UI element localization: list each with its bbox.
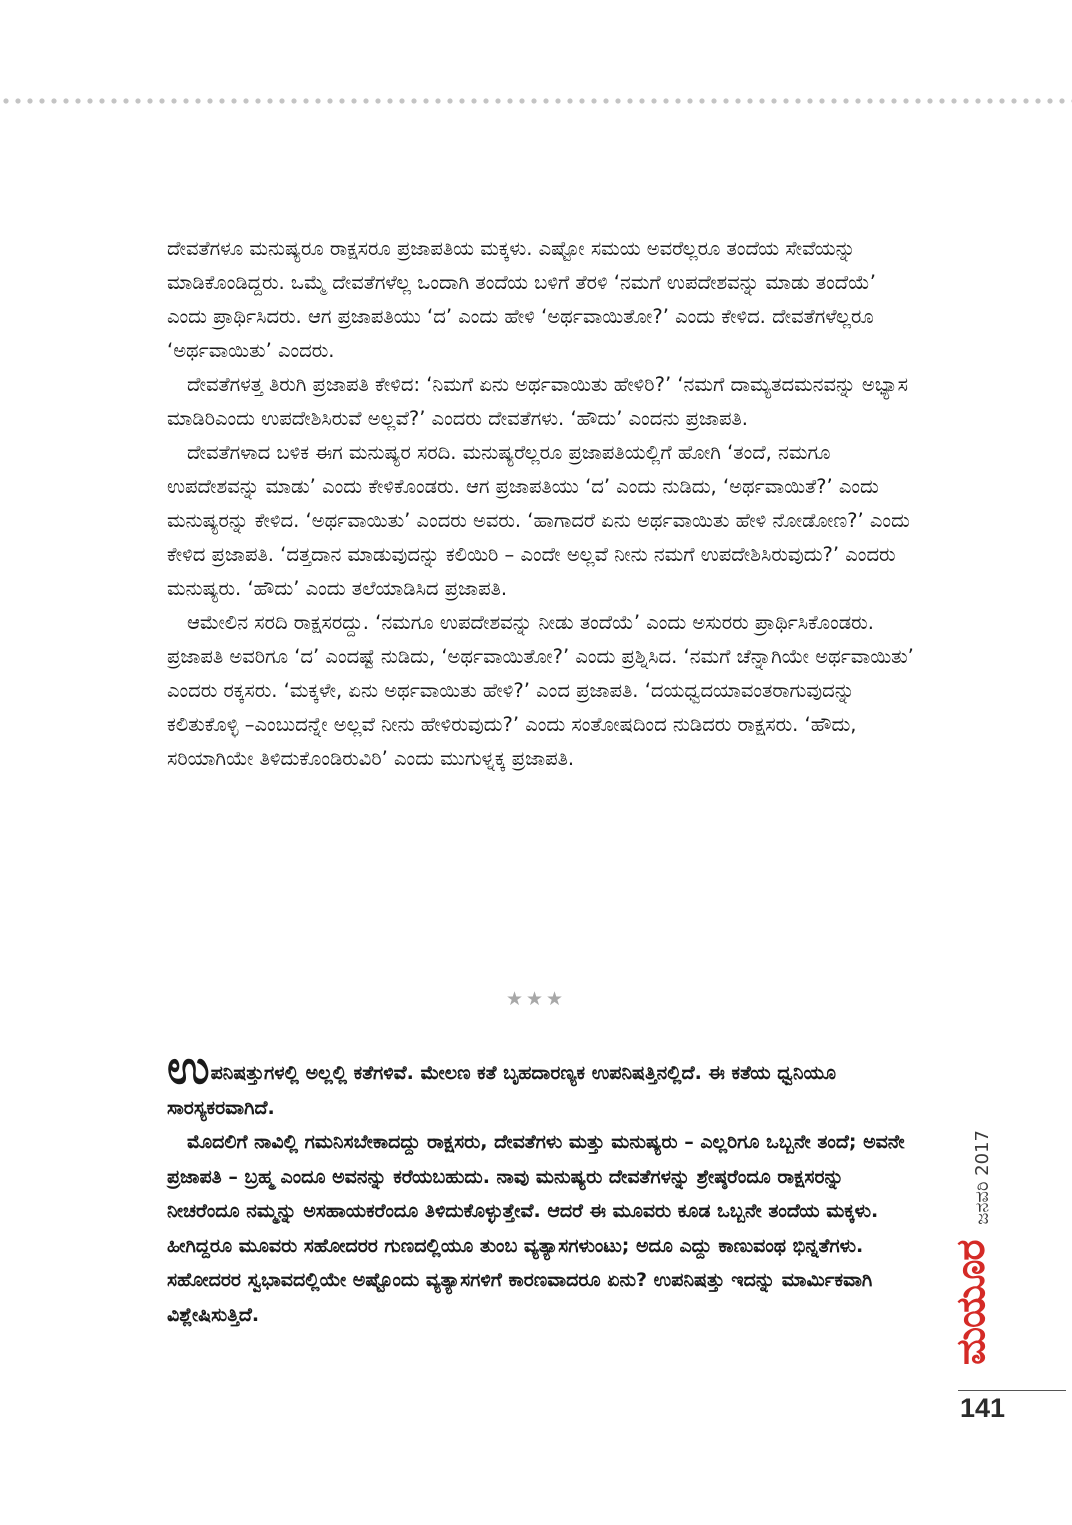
commentary-lead-paragraph	[167, 1040, 919, 1125]
section-separator: ★★★	[505, 988, 567, 1010]
issue-year: 2017	[972, 1130, 993, 1176]
page-number: 141	[960, 1393, 1006, 1423]
issue-month: ಜನವರಿ	[972, 1181, 993, 1225]
story-text	[167, 232, 917, 776]
commentary-text	[167, 1040, 919, 1332]
magazine-logo: ಮಯೂರ	[948, 1240, 994, 1365]
story-paragraph: ಆಮೇಲಿನ ಸರದಿ ರಾಕ್ಷಸರದ್ದು. ‘ನಮಗೂ ಉಪದೇಶವನ್ನು ನೀಡು ತಂದೆಯೆ’ ಎಂದು ಅಸುರರು ಪ್ರಾರ್ಥಿಸಿಕೊಂಡರು. ಪ್ರಜಾಪತಿ ಅವರಿಗೂ ‘ದ’ ಎಂದಷ್ಟೆ ನುಡಿದು, ‘ಅರ್ಥವಾಯಿತೋ?’ ಎಂದು ಪ್ರಶ್ನಿಸಿದ. ‘ನಮಗೆ ಚೆನ್ನಾಗಿಯೇ ಅರ್ಥವಾಯಿತು’ ಎಂದರು ರಕ್ಕಸರು. ‘ಮಕ್ಕಳೇ, ಏನು ಅರ್ಥವಾಯಿತು ಹೇಳಿ?’ ಎಂದ ಪ್ರಜಾಪತಿ. ‘ದಯಧ್ವದಯಾವಂತರಾಗುವುದನ್ನು ಕಲಿತುಕೊಳ್ಳಿ –ಎಂಬುದನ್ನೇ ಅಲ್ಲವೆ ನೀನು ಹೇಳಿರುವುದು?’ ಎಂದು ಸಂತೋಷದಿಂದ ನುಡಿದರು ರಾಕ್ಷಸರು. ‘ಹೌದು, ಸರಿಯಾಗಿಯೇ ತಿಳಿದುಕೊಂಡಿರುವಿರಿ’ ಎಂದು ಮುಗುಳ್ನಕ್ಕ ಪ್ರಜಾಪತಿ.	[167, 611, 914, 770]
page-number-rule	[958, 1390, 1066, 1391]
drop-cap: ಉ	[167, 1040, 210, 1094]
story-paragraph: ದೇವತೆಗಳಾದ ಬಳಿಕ ಈಗ ಮನುಷ್ಯರ ಸರದಿ. ಮನುಷ್ಯರೆಲ್ಲರೂ ಪ್ರಜಾಪತಿಯಲ್ಲಿಗೆ ಹೋಗಿ ‘ತಂದೆ, ನಮಗೂ ಉಪದೇಶವನ್ನು ಮಾಡು’ ಎಂದು ಕೇಳಿಕೊಂಡರು. ಆಗ ಪ್ರಜಾಪತಿಯು ‘ದ’ ಎಂದು ನುಡಿದು, ‘ಅರ್ಥವಾಯಿತೆ?’ ಎಂದು ಮನುಷ್ಯರನ್ನು ಕೇಳಿದ. ‘ಅರ್ಥವಾಯಿತು’ ಎಂದರು ಅವರು. ‘ಹಾಗಾದರೆ ಏನು ಅರ್ಥವಾಯಿತು ಹೇಳಿ ನೋಡೋಣ?’ ಎಂದು ಕೇಳಿದ ಪ್ರಜಾಪತಿ. ‘ದತ್ತದಾನ ಮಾಡುವುದನ್ನು ಕಲಿಯಿರಿ – ಎಂದೇ ಅಲ್ಲವೆ ನೀನು ನಮಗೆ ಉಪದೇಶಿಸಿರುವುದು?’ ಎಂದರು ಮನುಷ್ಯರು. ‘ಹೌದು’ ಎಂದು ತಲೆಯಾಡಿಸಿದ ಪ್ರಜಾಪತಿ.	[167, 441, 910, 600]
issue-date	[972, 1130, 993, 1225]
commentary-paragraph: ಮೊದಲಿಗೆ ನಾವಿಲ್ಲಿ ಗಮನಿಸಬೇಕಾದದ್ದು ರಾಕ್ಷಸರು, ದೇವತೆಗಳು ಮತ್ತು ಮನುಷ್ಯರು – ಎಲ್ಲರಿಗೂ ಒಬ್ಬನೇ ತಂದೆ; ಅವನೇ ಪ್ರಜಾಪತಿ – ಬ್ರಹ್ಮ ಎಂದೂ ಅವನನ್ನು ಕರೆಯಬಹುದು. ನಾವು ಮನುಷ್ಯರು ದೇವತೆಗಳನ್ನು ಶ್ರೇಷ್ಠರೆಂದೂ ರಾಕ್ಷಸರನ್ನು ನೀಚರೆಂದೂ ನಮ್ಮನ್ನು ಅಸಹಾಯಕರೆಂದೂ ತಿಳಿದುಕೊಳ್ಳುತ್ತೇವೆ. ಆದರೆ ಈ ಮೂವರು ಕೂಡ ಒಬ್ಬನೇ ತಂದೆಯ ಮಕ್ಕಳು. ಹೀಗಿದ್ದರೂ ಮೂವರು ಸಹೋದರರ ಗುಣದಲ್ಲಿಯೂ ತುಂಬ ವ್ಯತ್ಯಾಸಗಳುಂಟು; ಅದೂ ಎದ್ದು ಕಾಣುವಂಥ ಭಿನ್ನತೆಗಳು. ಸಹೋದರರ ಸ್ವಭಾವದಲ್ಲಿಯೇ ಅಷ್ಟೊಂದು ವ್ಯತ್ಯಾಸಗಳಿಗೆ ಕಾರಣವಾದರೂ ಏನು? ಉಪನಿಷತ್ತು ಇದನ್ನು ಮಾರ್ಮಿಕವಾಗಿ ವಿಶ್ಲೇಷಿಸುತ್ತಿದೆ.	[167, 1131, 905, 1326]
dotted-header-rule	[0, 97, 1072, 105]
story-paragraph: ದೇವತೆಗಳೂ ಮನುಷ್ಯರೂ ರಾಕ್ಷಸರೂ ಪ್ರಜಾಪತಿಯ ಮಕ್ಕಳು. ಎಷ್ಟೋ ಸಮಯ ಅವರೆಲ್ಲರೂ ತಂದೆಯ ಸೇವೆಯನ್ನು ಮಾಡಿಕೊಂಡಿದ್ದರು. ಒಮ್ಮೆ ದೇವತೆಗಳೆಲ್ಲ ಒಂದಾಗಿ ತಂದೆಯ ಬಳಿಗೆ ತೆರಳಿ ‘ನಮಗೆ ಉಪದೇಶವನ್ನು ಮಾಡು ತಂದೆಯೆ’ ಎಂದು ಪ್ರಾರ್ಥಿಸಿದರು. ಆಗ ಪ್ರಜಾಪತಿಯು ‘ದ’ ಎಂದು ಹೇಳಿ ‘ಅರ್ಥವಾಯಿತೋ?’ ಎಂದು ಕೇಳಿದ. ದೇವತೆಗಳೆಲ್ಲರೂ ‘ಅರ್ಥವಾಯಿತು’ ಎಂದರು.	[167, 237, 876, 362]
story-paragraph: ದೇವತೆಗಳತ್ತ ತಿರುಗಿ ಪ್ರಜಾಪತಿ ಕೇಳಿದ: ‘ನಿಮಗೆ ಏನು ಅರ್ಥವಾಯಿತು ಹೇಳಿರಿ?’ ‘ನಮಗೆ ದಾಮ್ಯತದಮನವನ್ನು ಅಭ್ಯಾಸ ಮಾಡಿರಿಎಂದು ಉಪದೇಶಿಸಿರುವೆ ಅಲ್ಲವೆ?’ ಎಂದರು ದೇವತೆಗಳು. ‘ಹೌದು’ ಎಂದನು ಪ್ರಜಾಪತಿ.	[167, 373, 908, 430]
commentary-lead-text: ಪನಿಷತ್ತುಗಳಲ್ಲಿ ಅಲ್ಲಲ್ಲಿ ಕತೆಗಳಿವೆ. ಮೇಲಣ ಕತೆ ಬೃಹದಾರಣ್ಯಕ ಉಪನಿಷತ್ತಿನಲ್ಲಿದೆ. ಈ ಕತೆಯ ಧ್ವನಿಯೂ ಸಾರಸ್ಯಕರವಾಗಿದೆ.	[167, 1062, 836, 1119]
